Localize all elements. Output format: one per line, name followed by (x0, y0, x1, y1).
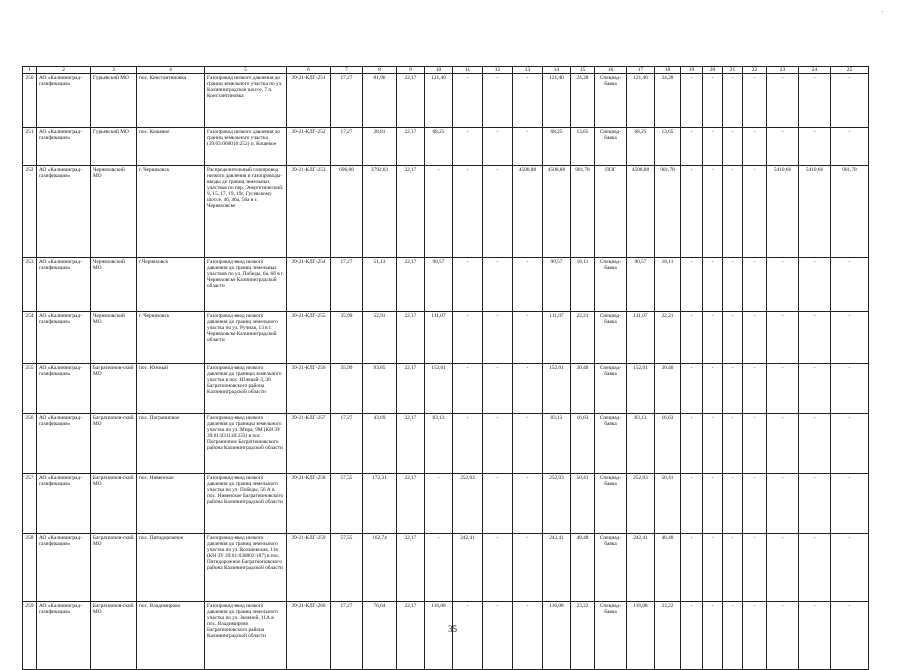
table-cell: г.Черняховск (137, 258, 205, 312)
table-cell: - (483, 364, 513, 414)
table-cell: 259 (23, 602, 37, 670)
table-cell: 39-21-КЛГ-259 (287, 534, 331, 602)
table-row (23, 312, 869, 364)
table-cell: - (703, 128, 723, 166)
table-cell: - (703, 364, 723, 414)
table-cell: г. Черняховск (137, 166, 205, 258)
table-cell: пос. Владимирово (137, 602, 205, 670)
table-cell: Специад-бавка (595, 128, 627, 166)
table-cell: - (799, 128, 831, 166)
table-cell: 254 (23, 312, 37, 364)
table-cell: 3792,03 (363, 166, 397, 258)
table-cell: 81,96 (363, 74, 397, 128)
header-cell: 25 (831, 67, 869, 74)
table-cell: Черняховский МО (91, 312, 137, 364)
table-cell: 252,03 (627, 474, 655, 534)
table-cell: АО «Калининград-газификация» (37, 364, 91, 414)
table-cell: - (483, 74, 513, 128)
table-cell: 256 (23, 414, 37, 474)
table-cell: - (703, 258, 723, 312)
table-cell: 39-21-КЛГ-253 (287, 166, 331, 258)
table-cell: Багратионов-ский МО (91, 414, 137, 474)
table-cell: 22,17 (397, 534, 425, 602)
table-row (23, 166, 869, 258)
table-cell: Специад-бавка (595, 74, 627, 128)
table-cell: Газопровод-ввод низкого давления до границ земельного участка по ул. Победы, 56 А в пос. Нивенское Багратионовского района Калининградской области (205, 474, 287, 534)
table-cell: 57,55 (331, 534, 363, 602)
table-cell: 242,41 (453, 534, 483, 602)
table-cell: - (513, 312, 543, 364)
table-cell: 152,01 (627, 364, 655, 414)
table-cell: 39-21-КЛГ-257 (287, 414, 331, 474)
table-cell: - (513, 474, 543, 534)
table-cell: - (743, 312, 767, 364)
table-cell: - (799, 312, 831, 364)
table-cell: - (681, 166, 703, 258)
table-cell: - (743, 534, 767, 602)
table-cell: - (703, 602, 723, 670)
table-cell: 43,69 (363, 414, 397, 474)
table-cell: 17,27 (331, 74, 363, 128)
table-cell: 48,48 (571, 534, 595, 602)
table-cell: - (767, 312, 799, 364)
table-cell: 52,91 (363, 312, 397, 364)
table-cell: - (767, 474, 799, 534)
table-cell: - (425, 534, 453, 602)
table-cell: 251 (23, 128, 37, 166)
table-cell: Черняховский МО (91, 166, 137, 258)
header-row (23, 67, 869, 74)
header-cell: 2 (37, 67, 91, 74)
table-cell: - (703, 312, 723, 364)
table-cell: Багратионов-ский МО (91, 602, 137, 670)
table-cell: 16,63 (571, 414, 595, 474)
table-cell: - (831, 414, 869, 474)
table-cell: - (681, 602, 703, 670)
table-cell: 22,17 (397, 166, 425, 258)
table-cell: - (723, 166, 743, 258)
table-cell: - (681, 128, 703, 166)
table-cell: 5410,66 (799, 166, 831, 258)
table-cell: - (703, 534, 723, 602)
table-cell: - (743, 602, 767, 670)
table-cell: 121,40 (425, 74, 453, 128)
table-cell: Газопровод-ввод низкого давления до границ земельного участка по ул. Зеленой, 11А в пос. Владимирово Багратионовского района Калининградской области (205, 602, 287, 670)
header-cell: 4 (137, 67, 205, 74)
table-cell: Специад-бавка (595, 534, 627, 602)
table-cell: - (483, 258, 513, 312)
table-cell: Гурьевский МО (91, 128, 137, 166)
table-cell: 116,08 (627, 602, 655, 670)
table-cell: Газопровод низкого давления до границ земельного участка по ул. Калининградское шоссе, 7 п. Константиновка (205, 74, 287, 128)
table-cell: - (767, 258, 799, 312)
table-cell: 5410,66 (767, 166, 799, 258)
header-cell: 7 (331, 67, 363, 74)
header-cell: 18 (655, 67, 681, 74)
table-cell: Специад-бавка (595, 258, 627, 312)
header-cell: 23 (767, 67, 799, 74)
table-cell: г. Черняховск (137, 312, 205, 364)
header-cell: 19 (681, 67, 703, 74)
table-cell: пос. Пограничное (137, 414, 205, 474)
table-row (23, 258, 869, 312)
table-cell: - (831, 602, 869, 670)
table-cell: 57,55 (331, 474, 363, 534)
table-cell: - (767, 534, 799, 602)
table-cell: - (483, 166, 513, 258)
table-cell: 22,17 (397, 74, 425, 128)
table-row (23, 74, 869, 128)
table-cell: 50,41 (655, 474, 681, 534)
table-cell: - (831, 364, 869, 414)
table-cell: - (703, 74, 723, 128)
table-cell: - (799, 364, 831, 414)
header-cell: 5 (205, 67, 287, 74)
table-row (23, 602, 869, 670)
table-cell: АО «Калининград-газификация» (37, 74, 91, 128)
table-cell: 39-21-КЛГ-254 (287, 258, 331, 312)
header-cell: 12 (483, 67, 513, 74)
table-cell: 152,01 (425, 364, 453, 414)
table-cell: 111,07 (543, 312, 571, 364)
table-cell: 39-21-КЛГ-256 (287, 364, 331, 414)
table-cell: 35,99 (331, 312, 363, 364)
table-cell: 22,17 (397, 602, 425, 670)
table-cell: - (483, 602, 513, 670)
table-cell: пос. Нивенское (137, 474, 205, 534)
table-cell: 68,25 (543, 128, 571, 166)
header-cell: 24 (799, 67, 831, 74)
table-cell: - (831, 128, 869, 166)
table-cell: - (425, 474, 453, 534)
header-cell: 10 (425, 67, 453, 74)
table-cell: - (513, 128, 543, 166)
table-cell: - (743, 364, 767, 414)
table-cell: - (681, 364, 703, 414)
table-cell: 76,64 (363, 602, 397, 670)
table-cell: 901,78 (655, 166, 681, 258)
table-cell: 116,08 (425, 602, 453, 670)
table-cell: Газопровод низкого давления до границ земельного участка (39:03:060016:252) п. Кошевое (205, 128, 287, 166)
header-cell: 9 (397, 67, 425, 74)
table-cell: - (453, 166, 483, 258)
table-cell: 242,41 (543, 534, 571, 602)
table-cell: 696,68 (331, 166, 363, 258)
table-cell: 4508,88 (513, 166, 543, 258)
table-cell: 901,78 (571, 166, 595, 258)
table-cell: 39-21-КЛГ-251 (287, 74, 331, 128)
table-row (23, 128, 869, 166)
table-cell: - (513, 364, 543, 414)
tariff-table (22, 66, 869, 670)
header-cell: 8 (363, 67, 397, 74)
table-cell: - (767, 414, 799, 474)
table-cell: - (513, 414, 543, 474)
table-cell: - (723, 474, 743, 534)
table-cell: 242,41 (627, 534, 655, 602)
table-cell: - (681, 74, 703, 128)
table-cell: 39-21-КЛГ-255 (287, 312, 331, 364)
table-cell: Газопровод-ввод низкого давления до границ земельного участка по ул. Ручная, 13 в г. Черняховске Калининградской области (205, 312, 287, 364)
table-cell: 68,25 (627, 128, 655, 166)
table-cell: - (513, 602, 543, 670)
table-cell: 172,31 (363, 474, 397, 534)
table-cell: Специад-бавка (595, 602, 627, 670)
table-cell: 22,21 (655, 312, 681, 364)
table-cell: - (723, 534, 743, 602)
table-cell: пос. Кошевое (137, 128, 205, 166)
table-cell: АО «Калининград-газификация» (37, 166, 91, 258)
table-cell: - (703, 166, 723, 258)
table-cell: - (831, 534, 869, 602)
table-cell: - (799, 534, 831, 602)
table-cell: пос. Пятидорожное (137, 534, 205, 602)
table-cell: 24,28 (655, 74, 681, 128)
header-cell: 17 (627, 67, 655, 74)
table-cell: Гурьевский МО (91, 74, 137, 128)
table-cell: 22,17 (397, 258, 425, 312)
table-cell: 22,17 (397, 312, 425, 364)
table-cell: 22,17 (397, 128, 425, 166)
table-cell: - (743, 166, 767, 258)
table-cell: АО «Калининград-газификация» (37, 474, 91, 534)
table-cell: - (483, 534, 513, 602)
header-cell: 3 (91, 67, 137, 74)
table-cell: АО «Калининград-газификация» (37, 602, 91, 670)
header-cell: 6 (287, 67, 331, 74)
table-cell: 83,13 (543, 414, 571, 474)
table-cell: - (723, 128, 743, 166)
table-cell: - (743, 258, 767, 312)
table-cell: Специад-бавка (595, 364, 627, 414)
table-cell: 22,21 (571, 312, 595, 364)
table-cell: 13,65 (571, 128, 595, 166)
table-cell: пос. Константиновка (137, 74, 205, 128)
table-cell: 16,63 (655, 414, 681, 474)
table-cell: 18,11 (571, 258, 595, 312)
table-cell: АО «Калининград-газификация» (37, 312, 91, 364)
table-cell: 90,57 (425, 258, 453, 312)
table-cell: 83,13 (627, 414, 655, 474)
table-cell: 901,78 (831, 166, 869, 258)
table-cell: 39-21-КЛГ-252 (287, 128, 331, 166)
header-cell: 22 (743, 67, 767, 74)
table-cell: - (743, 74, 767, 128)
table-cell: - (453, 602, 483, 670)
table-cell: - (681, 474, 703, 534)
header-cell: 21 (723, 67, 743, 74)
table-cell: - (831, 474, 869, 534)
header-cell: 14 (543, 67, 571, 74)
table-cell: 93,85 (363, 364, 397, 414)
table-cell: 22,17 (397, 474, 425, 534)
table-cell: - (513, 258, 543, 312)
table-cell: 162,74 (363, 534, 397, 602)
table-cell: Специад-бавка (595, 312, 627, 364)
table-cell: - (681, 414, 703, 474)
table-cell: Распределительный газопровод низкого давления и газопроводы-вводы до границ земельных участков по пер. Энергетический, 9, 15, 17, 19, 19г, Гусевскому шоссе, 46, 46а, 56а в г. Черняховске (205, 166, 287, 258)
table-cell: 111,07 (425, 312, 453, 364)
table-cell: 18,11 (655, 258, 681, 312)
table-cell: - (767, 364, 799, 414)
table-cell: - (831, 258, 869, 312)
table-cell: - (799, 258, 831, 312)
table-cell: 17,27 (331, 258, 363, 312)
table-cell: 30,40 (571, 364, 595, 414)
table-cell: 90,57 (627, 258, 655, 312)
table-cell: - (453, 414, 483, 474)
table-cell: - (681, 258, 703, 312)
table-cell: Газопровод-ввод низкого давления до границ земельного участка по ул. Кольчевская, 11в (КН ЗУ 39:01:030802:187) в пос. Пятидорожное Багратионовского района Калининградской области (205, 534, 287, 602)
table-cell: - (743, 474, 767, 534)
table-cell: АО «Калининград-газификация» (37, 258, 91, 312)
table-cell: 13,65 (655, 128, 681, 166)
table-cell: Багратионов-ский МО (91, 364, 137, 414)
table-cell: - (513, 74, 543, 128)
table-cell: - (483, 474, 513, 534)
table-cell: 4508,88 (543, 166, 571, 258)
table-cell: 51,13 (363, 258, 397, 312)
table-cell: - (703, 414, 723, 474)
table-cell: 22,17 (397, 414, 425, 474)
table-cell: 39-21-КЛГ-258 (287, 474, 331, 534)
table-cell: - (767, 74, 799, 128)
table-cell: Газопровод-ввод низкого давления до границы земельного участка в пос. Южный-3, 30 Багратионовского района Калининградской области (205, 364, 287, 414)
table-cell: - (453, 258, 483, 312)
header-cell: 16 (595, 67, 627, 74)
table-cell: - (425, 166, 453, 258)
table-cell: - (723, 74, 743, 128)
header-cell: 13 (513, 67, 543, 74)
table-cell: 111,07 (627, 312, 655, 364)
table-cell: Специад-бавка (595, 474, 627, 534)
table-cell: 22,17 (397, 364, 425, 414)
table-cell: - (743, 414, 767, 474)
table-row (23, 534, 869, 602)
table-cell: 17,27 (331, 128, 363, 166)
table-cell: 23,22 (655, 602, 681, 670)
table-cell: - (483, 128, 513, 166)
table-cell: - (453, 312, 483, 364)
table-cell: АО «Калининград-газификация» (37, 128, 91, 166)
table-cell: 258 (23, 534, 37, 602)
table-cell: 39-21-КЛГ-260 (287, 602, 331, 670)
corner-mark: . (881, 8, 883, 14)
table-cell: 250 (23, 74, 37, 128)
table-cell: 17,27 (331, 414, 363, 474)
table-cell: - (831, 312, 869, 364)
header-cell: 20 (703, 67, 723, 74)
table-cell: - (767, 602, 799, 670)
table-cell: 24,28 (571, 74, 595, 128)
table-cell: ПОГ (595, 166, 627, 258)
table-cell: АО «Калининград-газификация» (37, 414, 91, 474)
table-cell: - (723, 312, 743, 364)
table-cell: 30,40 (655, 364, 681, 414)
table-cell: Багратионов-ский МО (91, 474, 137, 534)
table-body (23, 67, 869, 670)
table-row (23, 414, 869, 474)
table-cell: Специад-бавка (595, 414, 627, 474)
table-cell: 252,03 (453, 474, 483, 534)
table-cell: 4508,88 (627, 166, 655, 258)
table-cell: - (767, 128, 799, 166)
header-cell: 15 (571, 67, 595, 74)
header-cell: 1 (23, 67, 37, 74)
table-cell: 152,01 (543, 364, 571, 414)
table-cell: 23,22 (571, 602, 595, 670)
table-cell: - (723, 258, 743, 312)
table-cell: - (799, 602, 831, 670)
table-row (23, 474, 869, 534)
table-cell: - (799, 74, 831, 128)
table-cell: - (453, 74, 483, 128)
table-cell: Багратионов-ский МО (91, 534, 137, 602)
table-cell: - (513, 534, 543, 602)
table-cell: 48,48 (655, 534, 681, 602)
table-cell: пос. Южный (137, 364, 205, 414)
table-cell: - (799, 474, 831, 534)
table-cell: Газопровод-ввод низкого давления до границ земельных участков по ул. Победы, 6а, 6б в г. Черняховске Калининградской области (205, 258, 287, 312)
table-cell: Газопровод-ввод низкого давления до границы земельного участка по ул. Мира, 9М (КН ЗУ 39:01:031118:233) в пос. Пограничное Багратионовского района Калининградской области (205, 414, 287, 474)
table-cell: 252 (23, 166, 37, 258)
table-cell: - (453, 128, 483, 166)
table-cell: 50,41 (571, 474, 595, 534)
table-cell: 90,57 (543, 258, 571, 312)
table-cell: - (743, 128, 767, 166)
table-cell: 255 (23, 364, 37, 414)
table-cell: 252,03 (543, 474, 571, 534)
table-cell: 253 (23, 258, 37, 312)
table-cell: 28,81 (363, 128, 397, 166)
table-cell: - (483, 414, 513, 474)
table-cell: - (723, 364, 743, 414)
header-cell: 11 (453, 67, 483, 74)
table-cell: - (723, 602, 743, 670)
table-cell: 83,13 (425, 414, 453, 474)
table-cell: 116,08 (543, 602, 571, 670)
table-cell: АО «Калининград-газификация» (37, 534, 91, 602)
table-cell: - (453, 364, 483, 414)
table-cell: - (799, 414, 831, 474)
table-cell: - (681, 534, 703, 602)
table-cell: 121,40 (543, 74, 571, 128)
table-cell: - (681, 312, 703, 364)
page-number: 35 (448, 624, 457, 634)
table-cell: 121,40 (627, 74, 655, 128)
table-cell: - (483, 312, 513, 364)
table-row (23, 364, 869, 414)
table-cell: 68,25 (425, 128, 453, 166)
table-cell: 35,99 (331, 364, 363, 414)
table-cell: - (831, 74, 869, 128)
table-cell: - (723, 414, 743, 474)
table-cell: - (703, 474, 723, 534)
table-cell: 17,27 (331, 602, 363, 670)
table-cell: Черняховский МО (91, 258, 137, 312)
table-cell: 257 (23, 474, 37, 534)
